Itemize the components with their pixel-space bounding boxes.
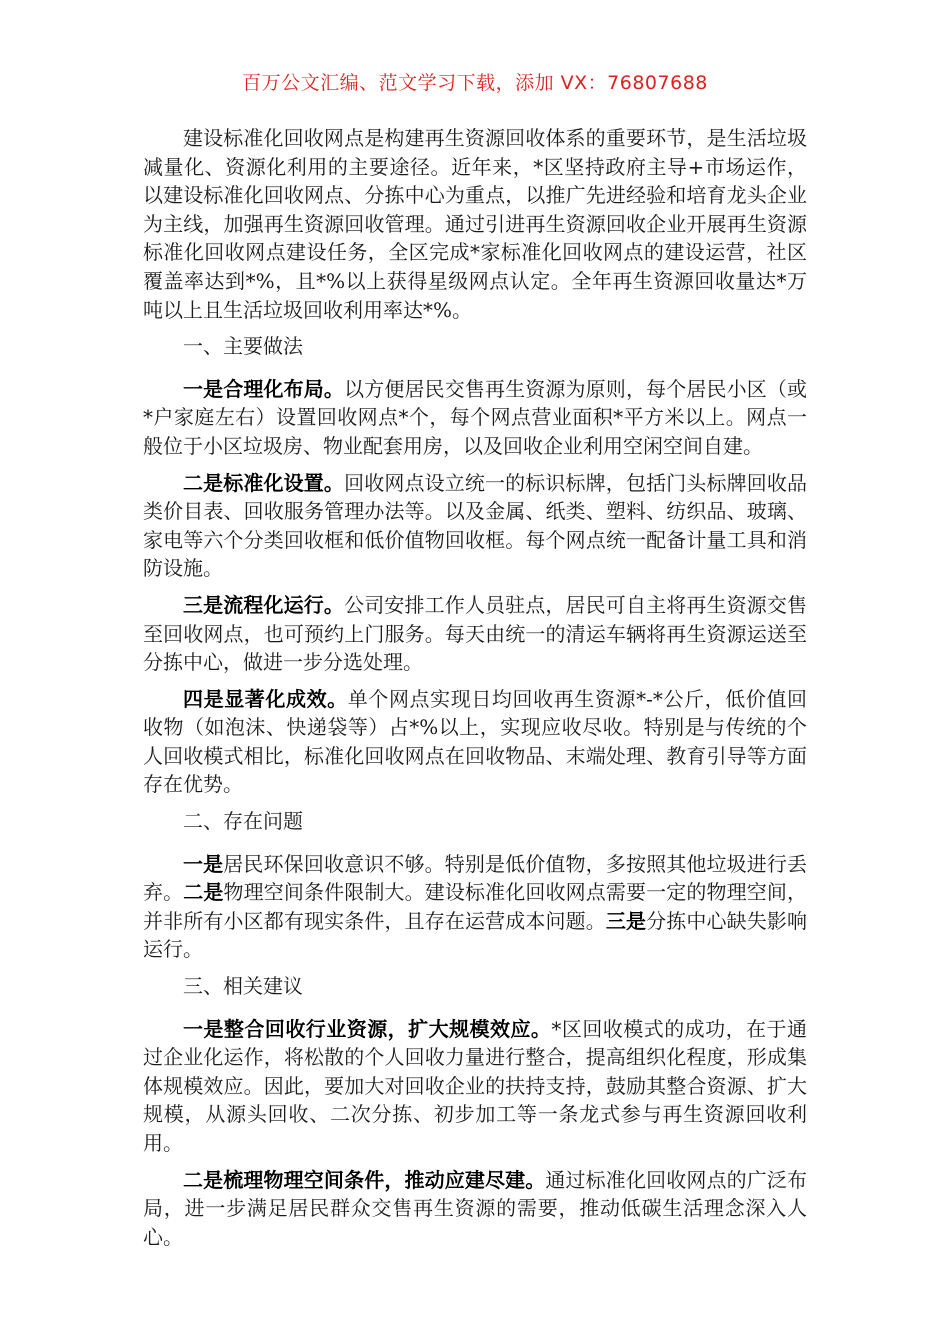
paragraph-integrate-resources	[143, 1015, 807, 1158]
paragraph-text: 以方便居民交售再生资源为原则，每个居民小区（或*户家庭左右）设置回收网点*个，每个网点营业面积*平方米以上。网点一般位于小区垃圾房、物业配套用房，以及回收企业利用空闲空间自建。	[143, 376, 808, 458]
paragraph-text: 单个网点实现日均回收再生资源*-*公斤，低价值回收物（如泡沫、快递袋等）占*%以上，实现应收尽收。特别是与传统的个人回收模式相比，标准化回收网点在回收物品、末端处理、教育引导等方面存在优势。	[143, 686, 808, 797]
paragraph-lead: 二是标准化设置。	[183, 470, 345, 495]
paragraph-text: 居民环保回收意识不够。特别是低价值物，多按照其他垃圾进行丢弃。	[143, 851, 808, 905]
document-body	[143, 124, 807, 1259]
paragraph-process	[143, 591, 807, 677]
section-heading-main-practices: 一、主要做法	[183, 334, 303, 359]
header-banner: 百万公文汇编、范文学习下载，添加 VX：76807688	[242, 72, 708, 94]
paragraph-standardization	[143, 469, 807, 583]
paragraph-problems	[143, 850, 807, 964]
paragraph-text: 分拣中心缺失影响运行。	[143, 908, 807, 962]
paragraph-lead: 三是流程化运行。	[183, 592, 345, 617]
paragraph-layout	[143, 375, 807, 461]
paragraph-text: 物理空间条件限制大。建设标准化回收网点需要一定的物理空间，并非所有小区都有现实条件，且存在运营成本问题。	[143, 880, 807, 933]
paragraph-lead: 一是	[183, 851, 224, 876]
paragraph-text: 通过标准化回收网点的广泛布局，进一步满足居民群众交售再生资源的需要，推动低碳生活理念深入人心。	[143, 1167, 808, 1249]
intro-paragraph: 建设标准化回收网点是构建再生资源回收体系的重要环节，是生活垃圾减量化、资源化利用的主要途径。近年来，*区坚持政府主导+市场运作，以建设标准化回收网点、分拣中心为重点，以推广先进经验和培育龙头企业为主线，加强再生资源回收管理。通过引进再生资源回收企业开展再生资源标准化回收网点建设任务，全区完成*家标准化回收网点的建设运营，社区覆盖率达到*%，且*%以上获得星级网点认定。全年再生资源回收量达*万吨以上且生活垃圾回收利用率达*%。	[143, 126, 807, 322]
paragraph-text: *区回收模式的成功，在于通过企业化运作，将松散的个人回收力量进行整合，提高组织化程度，形成集体规模效应。因此，要加大对回收企业的扶持支持，鼓励其整合资源、扩大规模，从源头回收、二次分拣、初步加工等一条龙式参与再生资源回收利用。	[143, 1016, 808, 1155]
section-heading-problems: 二、存在问题	[183, 809, 303, 834]
paragraph-lead: 三是	[605, 908, 647, 933]
paragraph-lead: 二是	[183, 880, 224, 905]
paragraph-results	[143, 685, 807, 799]
paragraph-text: 公司安排工作人员驻点，居民可自主将再生资源交售至回收网点，也可预约上门服务。每天由统一的清运车辆将再生资源运送至分拣中心，做进一步分选处理。	[143, 592, 808, 675]
paragraph-lead: 一是合理化布局。	[183, 376, 345, 401]
paragraph-lead: 二是梳理物理空间条件，推动应建尽建。	[183, 1167, 546, 1192]
paragraph-lead: 四是显著化成效。	[183, 686, 348, 711]
paragraph-physical-space	[143, 1166, 807, 1252]
paragraph-lead: 一是整合回收行业资源，扩大规模效应。	[183, 1016, 552, 1041]
paragraph-text: 回收网点设立统一的标识标牌，包括门头标牌回收品类价目表、回收服务管理办法等。以及金属、纸类、塑料、纺织品、玻璃、家电等六个分类回收框和低价值物回收框。每个网点统一配备计量工具和消防设施。	[143, 470, 808, 581]
section-heading-suggestions: 三、相关建议	[183, 974, 303, 999]
